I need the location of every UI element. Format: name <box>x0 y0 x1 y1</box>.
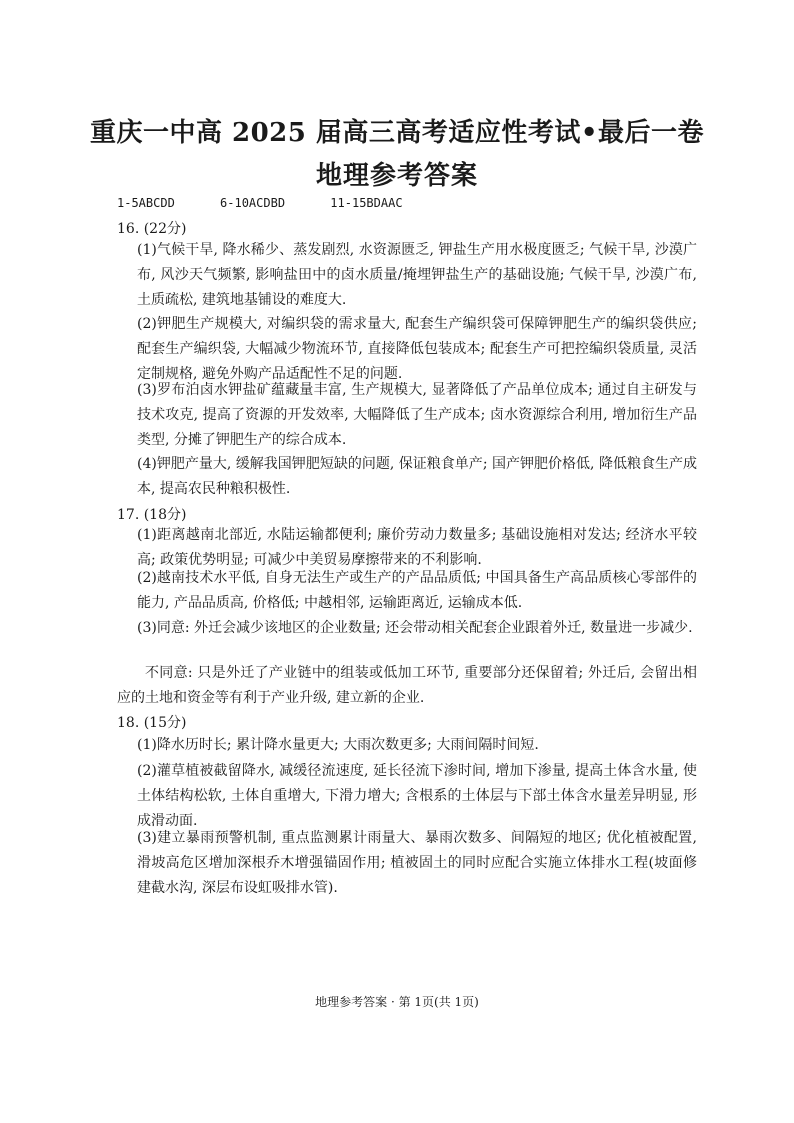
q17-answer-1: (1)距离越南北部近, 水陆运输都便利; 廉价劳动力数量多; 基础设施相对发达; 经济水平较高; 政策优势明显; 可减少中美贸易摩擦带来的不利影响. <box>137 527 697 568</box>
q17-answer-3-agree: (3)同意: 外迁会减少该地区的企业数量; 还会带动相关配套企业跟着外迁, 数量进一步减少. <box>137 620 693 636</box>
q18-answer-2: (2)灌草植被截留降水, 减缓径流速度, 延长径流下渗时间, 增加下渗量, 提高土体含水量, 使土体结构松软, 土体自重增大, 下滑力增大; 含根系的土体层与下部土体含水量差异明显, 形成滑动面. <box>137 763 697 829</box>
choice-answers-6-10: 6-10ACDBD <box>220 196 286 210</box>
question-18-heading: 18. (15分) <box>117 715 187 731</box>
document-subtitle: 地理参考答案 <box>315 161 478 191</box>
page-footer: 地理参考答案 · 第 1页(共 1页) <box>315 995 479 1009</box>
q16-answer-1: (1)气候干旱, 降水稀少、蒸发剧烈, 水资源匮乏, 钾盐生产用水极度匮乏; 气候干旱, 沙漠广布, 风沙天气频繁, 影响盐田中的卤水质量/掩埋钾盐生产的基础设施; 气候干旱, 沙漠广布, 土质疏松, 建筑地基铺设的难度大. <box>137 242 697 308</box>
exam-title: 重庆一中高 2025 届高三高考适应性考试•最后一卷 <box>89 118 705 148</box>
q16-answer-3: (3)罗布泊卤水钾盐矿蕴藏量丰富, 生产规模大, 显著降低了产品单位成本; 通过自主研发与技术攻克, 提高了资源的开发效率, 大幅降低了生产成本; 卤水资源综合利用, 增加衍生产品类型, 分摊了钾肥生产的综合成本. <box>137 382 697 448</box>
choice-answers-1-5: 1-5ABCDD <box>117 196 175 210</box>
question-16-heading: 16. (22分) <box>117 221 187 237</box>
question-17-heading: 17. (18分) <box>117 507 187 523</box>
q18-answer-3: (3)建立暴雨预警机制, 重点监测累计雨量大、暴雨次数多、间隔短的地区; 优化植被配置, 滑坡高危区增加深根乔木增强锚固作用; 植被固土的同时应配合实施立体排水工程(坡面修建截水沟, 深层布设虹吸排水管). <box>137 830 697 896</box>
q16-answer-4: (4)钾肥产量大, 缓解我国钾肥短缺的问题, 保证粮食单产; 国产钾肥价格低, 降低粮食生产成本, 提高农民种粮积极性. <box>137 456 697 497</box>
multiple-choice-answers <box>117 196 441 210</box>
q17-answer-3-disagree: 不同意: 只是外迁了产业链中的组装或低加工环节, 重要部分还保留着; 外迁后, 会留出相应的土地和资金等有利于产业升级, 建立新的企业. <box>117 665 697 706</box>
choice-answers-11-15: 11-15BDAAC <box>330 196 403 210</box>
q16-answer-2: (2)钾肥生产规模大, 对编织袋的需求量大, 配套生产编织袋可保障钾肥生产的编织袋供应; 配套生产编织袋, 大幅减少物流环节, 直接降低包装成本; 配套生产可把控编织袋质量, 灵活定制规格, 避免外购产品适配性不足的问题. <box>137 316 697 382</box>
q18-answer-1: (1)降水历时长; 累计降水量更大; 大雨次数更多; 大雨间隔时间短. <box>137 737 539 753</box>
q17-answer-2: (2)越南技术水平低, 自身无法生产或生产的产品品质低; 中国具备生产高品质核心零部件的能力, 产品品质高, 价格低; 中越相邻, 运输距离近, 运输成本低. <box>137 570 697 611</box>
